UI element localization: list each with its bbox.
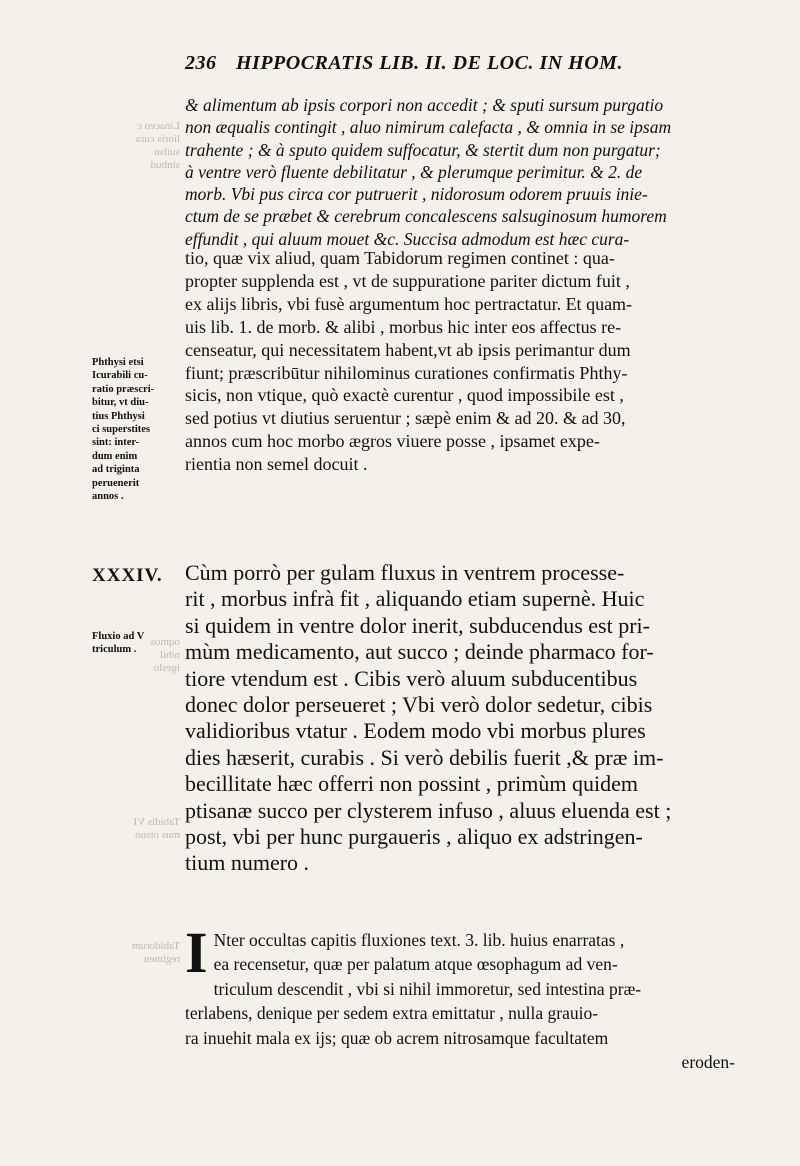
bleed-through-text: oqmos nihil igeslo xyxy=(150,636,180,674)
margin-line: tius Phthysi xyxy=(92,410,145,422)
text-line: trahente ; & à sputo quidem suffocatur, & stertit dum non purgatur; xyxy=(185,139,661,160)
text-line: mùm medicamento, aut succo ; deinde pharmaco for- xyxy=(185,639,654,665)
text-line: Cùm porrò per gulam fluxus in ventrem processe- xyxy=(185,560,625,585)
running-header xyxy=(185,52,745,75)
margin-line: Phthysi etsi xyxy=(92,357,144,368)
text-line: annos cum hoc morbo ægros viuere posse , ipsamet expe- xyxy=(185,431,600,452)
margin-note-fluxio xyxy=(92,630,182,657)
commentary-paragraph-2 xyxy=(185,920,760,1074)
text-line: tiore vtendum est . Cibis verò aluum subducentibus xyxy=(185,665,638,691)
margin-line: Icurabili cu- xyxy=(92,370,148,382)
text-line: rientia non semel docuit . xyxy=(185,454,368,475)
text-line: sed potius vt diutius seruentur ; sæpè enim & ad 20. & ad 30, xyxy=(185,408,626,429)
bleed-through-text: Tabidis VI mus otsuo xyxy=(133,816,180,841)
text-line: post, vbi per hunc purgaueris , aliquo ex adstringen- xyxy=(185,824,643,850)
margin-line: ad triginta xyxy=(92,464,140,476)
margin-line: annos . xyxy=(92,491,124,503)
margin-line: peruenerit xyxy=(92,477,140,489)
commentary-paragraph xyxy=(185,247,760,476)
catchword: eroden- xyxy=(681,1052,735,1073)
text-line: terlabens, denique per sedem extra emittatur , nulla grauio- xyxy=(185,1003,599,1024)
bleed-through-text: Tabidorum regimen xyxy=(131,940,180,965)
text-line: & alimentum ab ipsis corpori non accedit ; & sputi sursum purgatio xyxy=(185,95,664,115)
margin-line: ci superstites xyxy=(92,424,151,436)
margin-note-phthysis xyxy=(92,356,182,503)
bleed-through-text: Linaceo c lioris cura suilsu sinbud xyxy=(135,120,180,171)
text-line: Nter occultas capitis fluxiones text. 3. lib. huius enarratas , xyxy=(213,930,625,950)
text-line: ptisanæ succo per clysterem infuso , aluus eluenda est ; xyxy=(185,797,672,823)
page-number: 236 xyxy=(185,52,217,74)
text-line: uis lib. 1. de morb. & alibi , morbus hic inter eos affectus re- xyxy=(185,316,622,337)
text-line: rit , morbus infrà fit , aliquando etiam supernè. Huic xyxy=(185,586,645,612)
text-line: à ventre verò fluente debilitatur , & plerumque perimitur. & 2. de xyxy=(185,161,643,182)
main-text-paragraph xyxy=(185,560,760,877)
text-line: non æqualis contingit , aluo nimirum calefacta , & omnia in se ipsam xyxy=(185,117,672,138)
margin-line: triculum . xyxy=(92,644,137,656)
text-line: donec dolor perseueret ; Vbi verò dolor sedetur, cibis xyxy=(185,692,653,718)
text-line: morb. Vbi pus circa cor putruerit , nidorosum odorem pruuis inie- xyxy=(185,184,648,205)
text-line: effundit , qui aluum mouet &c. Succisa admodum est hæc cura- xyxy=(185,228,630,249)
section-number: XXXIV. xyxy=(92,565,163,586)
margin-line: sint: inter- xyxy=(92,437,140,449)
italic-quotation xyxy=(185,94,760,250)
text-line: ex alijs libris, vbi fusè argumentum hoc pertractatur. Et quam- xyxy=(185,293,633,314)
margin-line: dum enim xyxy=(92,450,138,462)
margin-line: bitur, vt diu- xyxy=(92,397,149,409)
text-line: tium numero . xyxy=(185,850,310,876)
margin-line: ratio præscri- xyxy=(92,383,155,395)
running-title: HIPPOCRATIS LIB. II. DE LOC. IN HOM. xyxy=(236,52,623,74)
text-line: ra inuehit mala ex ijs; quæ ob acrem nitrosamque facultatem xyxy=(185,1027,609,1048)
text-line: becillitate hæc offerri non possint , primùm quidem xyxy=(185,771,638,797)
text-line: sicis, non vtique, quò exactè curentur , quod impossibile est , xyxy=(185,385,624,406)
text-line: dies hæserit, curabis . Si verò debilis fuerit ,& præ im- xyxy=(185,744,664,770)
text-line: censeatur, qui necessitatem habent,vt ab ipsis perimantur dum xyxy=(185,339,631,360)
text-line: si quidem in ventre dolor inerit, subducendus est pri- xyxy=(185,612,650,638)
margin-line: Fluxio ad V xyxy=(92,631,145,642)
text-line: triculum descendit , vbi si nihil immoretur, sed intestina præ- xyxy=(213,978,642,999)
text-line: propter supplenda est , vt de suppuratione pariter dictum fuit , xyxy=(185,270,630,291)
text-line: validioribus vtatur . Eodem modo vbi morbus plures xyxy=(185,718,646,744)
text-line: fiunt; præscribūtur nihilominus curationes confirmatis Phthy- xyxy=(185,362,628,383)
text-line: ctum de se præbet & cerebrum concalescens salsuginosum humorem xyxy=(185,206,667,227)
drop-cap: I xyxy=(185,920,208,985)
text-line: ea recensetur, quæ per palatum atque œsophagum ad ven- xyxy=(213,954,618,975)
text-line: tio, quæ vix aliud, quam Tabidorum regimen continet : qua- xyxy=(185,248,615,268)
